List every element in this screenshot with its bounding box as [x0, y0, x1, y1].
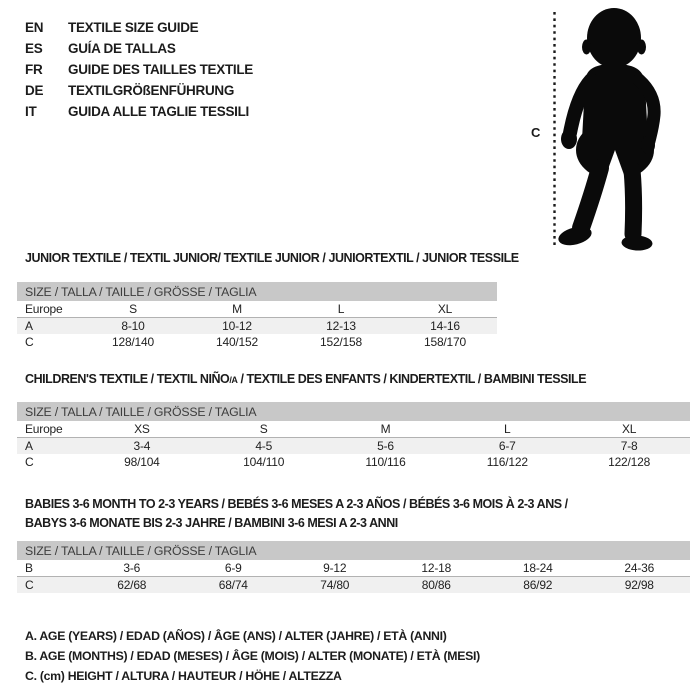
size-cell: 116/122 — [486, 455, 528, 469]
size-cell: 128/140 — [112, 335, 154, 349]
size-cell: 158/170 — [424, 335, 466, 349]
babies-table-section — [17, 541, 690, 593]
language-list — [25, 17, 253, 122]
size-cell: M — [185, 301, 289, 318]
size-cell: S — [203, 421, 325, 438]
footnote-c: C. (cm) HEIGHT / ALTURA / HAUTEUR / HÖHE / ALTEZZA — [25, 669, 342, 683]
language-code: FR — [25, 62, 43, 77]
size-cell: 68/74 — [183, 577, 285, 594]
table-row — [17, 301, 497, 318]
footnote-b: B. AGE (MONTHS) / EDAD (MESES) / ÂGE (MOIS) / ALTER (MONATE) / ETÀ (MESI) — [25, 649, 480, 663]
row-label: A — [17, 318, 81, 335]
size-cell: 92/98 — [589, 577, 691, 594]
size-cell: 3-4 — [81, 438, 203, 455]
size-cell: L — [446, 421, 568, 438]
size-cell: 9-12 — [284, 560, 386, 577]
table-row — [17, 421, 690, 438]
size-cell: 110/116 — [365, 455, 406, 469]
table-row — [17, 560, 690, 577]
size-cell: 104/110 — [243, 455, 285, 469]
language-title: GUÍA DE TALLAS — [68, 41, 176, 56]
size-cell: 5-6 — [325, 438, 447, 455]
size-header-bar: SIZE / TALLA / TAILLE / GRÖSSE / TAGLIA — [17, 282, 497, 301]
footnotes — [25, 626, 480, 686]
babies-title-line2: BABYS 3-6 MONATE BIS 2-3 JAHRE / BAMBINI 3-6 MESI A 2-3 ANNI — [25, 516, 398, 530]
size-header-bar: SIZE / TALLA / TAILLE / GRÖSSE / TAGLIA — [17, 541, 690, 560]
measure-label-c: C — [531, 125, 541, 140]
size-header-bar: SIZE / TALLA / TAILLE / GRÖSSE / TAGLIA — [17, 402, 690, 421]
size-cell: XS — [81, 421, 203, 438]
size-cell: M — [325, 421, 447, 438]
language-code: DE — [25, 83, 44, 98]
row-label: A — [17, 438, 81, 455]
size-figure — [520, 0, 700, 255]
size-cell: 7-8 — [568, 438, 690, 455]
toddler-silhouette — [556, 8, 655, 251]
junior-size-table — [17, 301, 497, 350]
row-label: C — [25, 335, 34, 349]
children-title-subscript: /A — [229, 375, 238, 385]
size-cell: 6-7 — [446, 438, 568, 455]
row-label: Europe — [17, 421, 81, 438]
size-cell: 10-12 — [185, 318, 289, 335]
children-size-table — [17, 421, 690, 470]
junior-table-section — [17, 282, 497, 350]
row-label: Europe — [17, 301, 81, 318]
size-cell: 122/128 — [608, 455, 651, 469]
language-title: GUIDE DES TAILLES TEXTILE — [68, 62, 254, 77]
row-label: C — [17, 577, 81, 594]
size-cell: 12-18 — [386, 560, 488, 577]
row-label: C — [25, 455, 34, 469]
babies-table-title — [25, 495, 568, 533]
size-cell: 140/152 — [216, 335, 258, 349]
language-row — [25, 38, 253, 59]
size-cell: L — [289, 301, 393, 318]
language-row — [25, 101, 253, 122]
size-cell: 4-5 — [203, 438, 325, 455]
footnote-a: A. AGE (YEARS) / EDAD (AÑOS) / ÂGE (ANS) / ALTER (JAHRE) / ETÀ (ANNI) — [25, 629, 447, 643]
size-cell: 3-6 — [81, 560, 183, 577]
size-cell: 14-16 — [393, 318, 497, 335]
size-cell: XL — [568, 421, 690, 438]
language-title: GUIDA ALLE TAGLIE TESSILI — [68, 104, 249, 119]
junior-table-title: JUNIOR TEXTILE / TEXTIL JUNIOR/ TEXTILE JUNIOR / JUNIORTEXTIL / JUNIOR TESSILE — [25, 251, 519, 265]
babies-title-line1: BABIES 3-6 MONTH TO 2-3 YEARS / BEBÉS 3-6 MESES A 2-3 AÑOS / BÉBÉS 3-6 MOIS À 2-3 ANS / — [25, 497, 568, 511]
language-row — [25, 59, 253, 80]
size-cell: 12-13 — [289, 318, 393, 335]
language-code: IT — [25, 104, 37, 119]
language-title: TEXTILGRÖßENFÜHRUNG — [68, 83, 235, 98]
size-cell: 86/92 — [487, 577, 589, 594]
size-cell: 6-9 — [183, 560, 285, 577]
size-cell: 152/158 — [320, 335, 362, 349]
size-cell: 74/80 — [284, 577, 386, 594]
size-cell: 18-24 — [487, 560, 589, 577]
table-row — [17, 438, 690, 455]
size-cell: 24-36 — [589, 560, 691, 577]
table-row — [17, 454, 690, 470]
language-code: EN — [25, 20, 44, 35]
row-label: B — [17, 560, 81, 577]
language-title: TEXTILE SIZE GUIDE — [68, 20, 199, 35]
size-cell: 8-10 — [81, 318, 185, 335]
size-cell: 98/104 — [124, 455, 160, 469]
size-cell: 80/86 — [386, 577, 488, 594]
table-row — [17, 318, 497, 335]
language-code: ES — [25, 41, 43, 56]
table-row — [17, 577, 690, 594]
size-cell: 62/68 — [81, 577, 183, 594]
language-row — [25, 80, 253, 101]
babies-size-table — [17, 560, 690, 593]
language-row — [25, 17, 253, 38]
children-table-section — [17, 402, 690, 470]
size-cell: S — [81, 301, 185, 318]
children-title-rest: / TEXTILE DES ENFANTS / KINDERTEXTIL / BAMBINI TESSILE — [237, 372, 587, 386]
table-row — [17, 334, 497, 350]
children-table-title — [25, 372, 586, 386]
size-cell: XL — [393, 301, 497, 318]
children-title-main: CHILDREN'S TEXTILE / TEXTIL NIÑO — [25, 372, 230, 386]
